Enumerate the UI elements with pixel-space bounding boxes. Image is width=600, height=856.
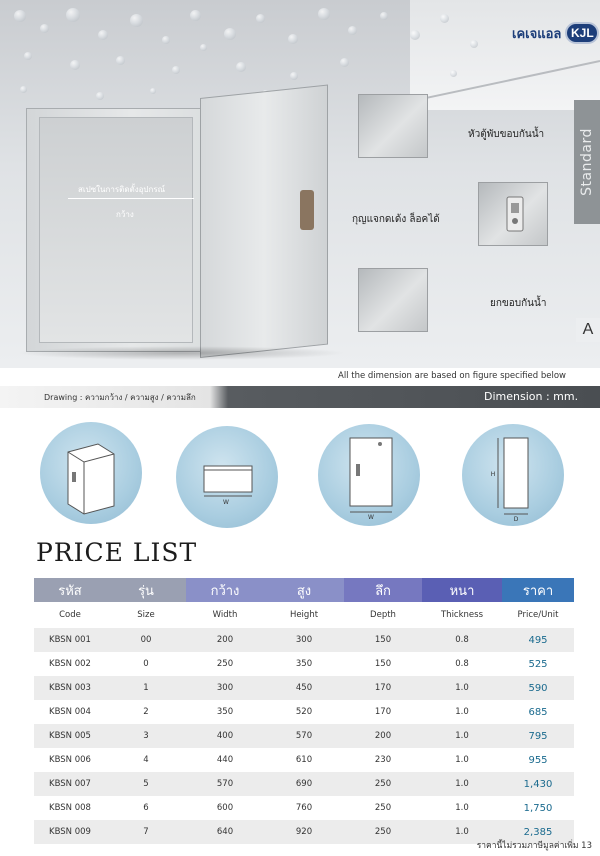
table-cell: KBSN 005: [49, 731, 91, 741]
cabinet-isometric-icon: [40, 422, 142, 524]
dimension-note: All the dimension are based on figure specified below: [338, 371, 567, 381]
table-row: [34, 772, 574, 796]
table-cell: 250: [374, 827, 392, 837]
table-cell: KBSN 006: [49, 755, 91, 765]
water-drop: [440, 14, 449, 23]
water-drop: [236, 62, 246, 72]
feature-photo-top-fold: [358, 94, 428, 158]
door-lock: [300, 190, 314, 230]
water-drop: [380, 12, 388, 20]
header-cell-english: Thickness: [440, 610, 483, 620]
width-label: กว้าง: [116, 210, 134, 219]
water-drop: [450, 70, 457, 77]
table-cell: 400: [216, 731, 234, 741]
drawing-top-view: [176, 426, 278, 528]
drawing-front-view: [318, 424, 420, 526]
price-cell: 1,750: [523, 802, 553, 814]
brand: [512, 22, 599, 44]
table-cell: 200: [374, 731, 392, 741]
table-row: [34, 700, 574, 724]
table-cell: KBSN 009: [49, 827, 91, 837]
table-cell: 250: [216, 659, 234, 669]
dimension-unit-label: Dimension : mm.: [484, 390, 579, 403]
table-cell: KBSN 001: [49, 635, 91, 645]
feature-label-lock: กุญแจกดเด้ง ล็อคได้: [352, 214, 440, 225]
table-cell: KBSN 008: [49, 803, 91, 813]
table-cell: 1.0: [455, 731, 469, 741]
table-cell: 230: [374, 755, 392, 765]
table-cell: 1.0: [455, 755, 469, 765]
header-cell-thai: กว้าง: [186, 578, 264, 602]
w-dimension-label-front: W: [368, 514, 374, 521]
feature-label-raised-edge: ยกขอบกันน้ำ: [490, 298, 547, 309]
drawing-label: Drawing : ความกว้าง / ความสูง / ความลึก: [44, 393, 196, 402]
table-cell: 350: [295, 659, 313, 669]
water-drop: [340, 58, 349, 67]
table-cell: 570: [295, 731, 313, 741]
table-cell: 760: [295, 803, 313, 813]
table-cell: KBSN 004: [49, 707, 91, 717]
table-cell: 250: [374, 803, 392, 813]
section-letter: A: [576, 318, 600, 342]
price-table: [34, 578, 574, 844]
table-cell: 520: [295, 707, 313, 717]
table-cell: 600: [216, 803, 234, 813]
table-cell: 640: [216, 827, 234, 837]
feature-photo-lock: [478, 182, 548, 246]
water-drop: [20, 86, 27, 93]
header-cell-english: Height: [289, 610, 319, 620]
water-drop: [14, 10, 26, 22]
feature-label-top-fold: หัวตู้พับขอบกันน้ำ: [468, 129, 545, 140]
water-drop: [190, 10, 201, 21]
table-cell: 0.8: [455, 659, 469, 669]
water-drop: [290, 72, 298, 80]
table-body: [34, 628, 574, 844]
table-header-english: [34, 602, 574, 628]
price-cell: 955: [528, 754, 548, 766]
table-cell: 200: [216, 635, 234, 645]
page-footer: ราคานี้ไม่รวมภาษีมูลค่าเพิ่ม 13: [476, 841, 592, 851]
mounting-space-label: สเปซในการติดตั้งอุปกรณ์: [78, 185, 166, 194]
table-cell: 0: [143, 659, 149, 669]
header-cell-thai: หนา: [422, 578, 502, 602]
cabinet-interior: [39, 117, 193, 343]
table-cell: 920: [295, 827, 313, 837]
header-cell-thai: รหัส: [34, 578, 106, 602]
table-cell: KBSN 003: [49, 683, 91, 693]
price-cell: 795: [528, 730, 548, 742]
water-drop: [116, 56, 125, 65]
water-drop: [318, 8, 330, 20]
table-cell: 300: [295, 635, 313, 645]
table-cell: 1.0: [455, 827, 469, 837]
water-drop: [224, 28, 236, 40]
table-cell: 570: [216, 779, 234, 789]
table-cell: 250: [374, 779, 392, 789]
table-cell: 6: [143, 803, 149, 813]
table-row: [34, 676, 574, 700]
water-drop: [24, 52, 32, 60]
water-drop: [96, 92, 104, 100]
water-drop: [256, 14, 265, 23]
table-cell: 350: [216, 707, 234, 717]
water-drop: [470, 40, 478, 48]
feature-photo-raised-edge: [358, 268, 428, 332]
standard-side-tab: [574, 100, 600, 224]
table-cell: 170: [374, 683, 392, 693]
water-drop: [150, 88, 156, 94]
price-list-title: PRICE LIST: [36, 538, 198, 567]
table-row: [34, 796, 574, 820]
header-cell-english: Width: [212, 610, 238, 620]
table-cell: 1: [143, 683, 149, 693]
table-cell: 170: [374, 707, 392, 717]
cabinet-front-view-icon: [318, 424, 420, 526]
brand-logo: KJL: [565, 22, 599, 44]
header-cell-thai: ลึก: [344, 578, 422, 602]
price-cell: 685: [528, 706, 548, 718]
table-cell: 440: [216, 755, 234, 765]
drawing-isometric: [40, 422, 142, 524]
drawing-side-view: [462, 424, 564, 526]
water-drop: [130, 14, 143, 27]
table-cell: 1.0: [455, 779, 469, 789]
table-cell: KBSN 002: [49, 659, 91, 669]
table-cell: 1.0: [455, 803, 469, 813]
table-cell: 1.0: [455, 707, 469, 717]
table-cell: 150: [374, 659, 392, 669]
water-drop: [70, 60, 80, 70]
water-drop: [162, 36, 170, 44]
table-cell: 150: [374, 635, 392, 645]
table-row: [34, 748, 574, 772]
standard-tab-label: Standard: [579, 128, 596, 196]
table-header-thai: [34, 578, 574, 602]
h-dimension-label: H: [490, 471, 496, 478]
table-cell: 2: [143, 707, 149, 717]
header-cell-english: Price/Unit: [517, 610, 559, 620]
table-cell: 4: [143, 755, 149, 765]
table-cell: 610: [295, 755, 313, 765]
table-cell: 5: [143, 779, 149, 789]
table-cell: 00: [140, 635, 152, 645]
water-drop: [288, 34, 298, 44]
table-cell: 450: [295, 683, 313, 693]
cabinet-body: [26, 108, 202, 352]
cabinet-side-view-icon: [462, 424, 564, 526]
table-row: [34, 724, 574, 748]
table-cell: 7: [143, 827, 149, 837]
table-cell: 0.8: [455, 635, 469, 645]
hero-photo: [0, 0, 600, 368]
table-cell: 3: [143, 731, 149, 741]
table-cell: 300: [216, 683, 234, 693]
water-drop: [40, 24, 49, 33]
water-drop: [172, 66, 180, 74]
table-cell: 1.0: [455, 683, 469, 693]
water-drop: [348, 26, 357, 35]
table-row: [34, 652, 574, 676]
cabinet-shadow: [16, 346, 346, 360]
water-drop: [98, 30, 108, 40]
header-cell-thai: สูง: [264, 578, 344, 602]
lock-icon: [479, 183, 549, 247]
header-cell-thai: ราคา: [502, 578, 574, 602]
water-drop: [200, 44, 207, 51]
price-cell: 525: [528, 658, 548, 670]
price-cell: 1,430: [523, 778, 553, 790]
w-dimension-label: W: [223, 499, 229, 506]
price-cell: 590: [528, 682, 548, 694]
header-cell-english: Size: [137, 610, 155, 620]
table-row: [34, 628, 574, 652]
table-cell: 690: [295, 779, 313, 789]
price-cell: 2,385: [523, 826, 553, 838]
d-dimension-label: D: [513, 516, 519, 523]
width-measure-line: [68, 198, 194, 199]
cabinet-top-view-icon: [176, 426, 278, 528]
header-cell-english: Depth: [370, 610, 396, 620]
water-drop: [66, 8, 80, 22]
table-cell: KBSN 007: [49, 779, 91, 789]
water-drop: [410, 30, 420, 40]
header-cell-thai: รุ่น: [106, 578, 186, 602]
price-cell: 495: [528, 634, 548, 646]
brand-name: เคเจแอล: [512, 26, 562, 42]
header-cell-english: Code: [59, 610, 81, 620]
